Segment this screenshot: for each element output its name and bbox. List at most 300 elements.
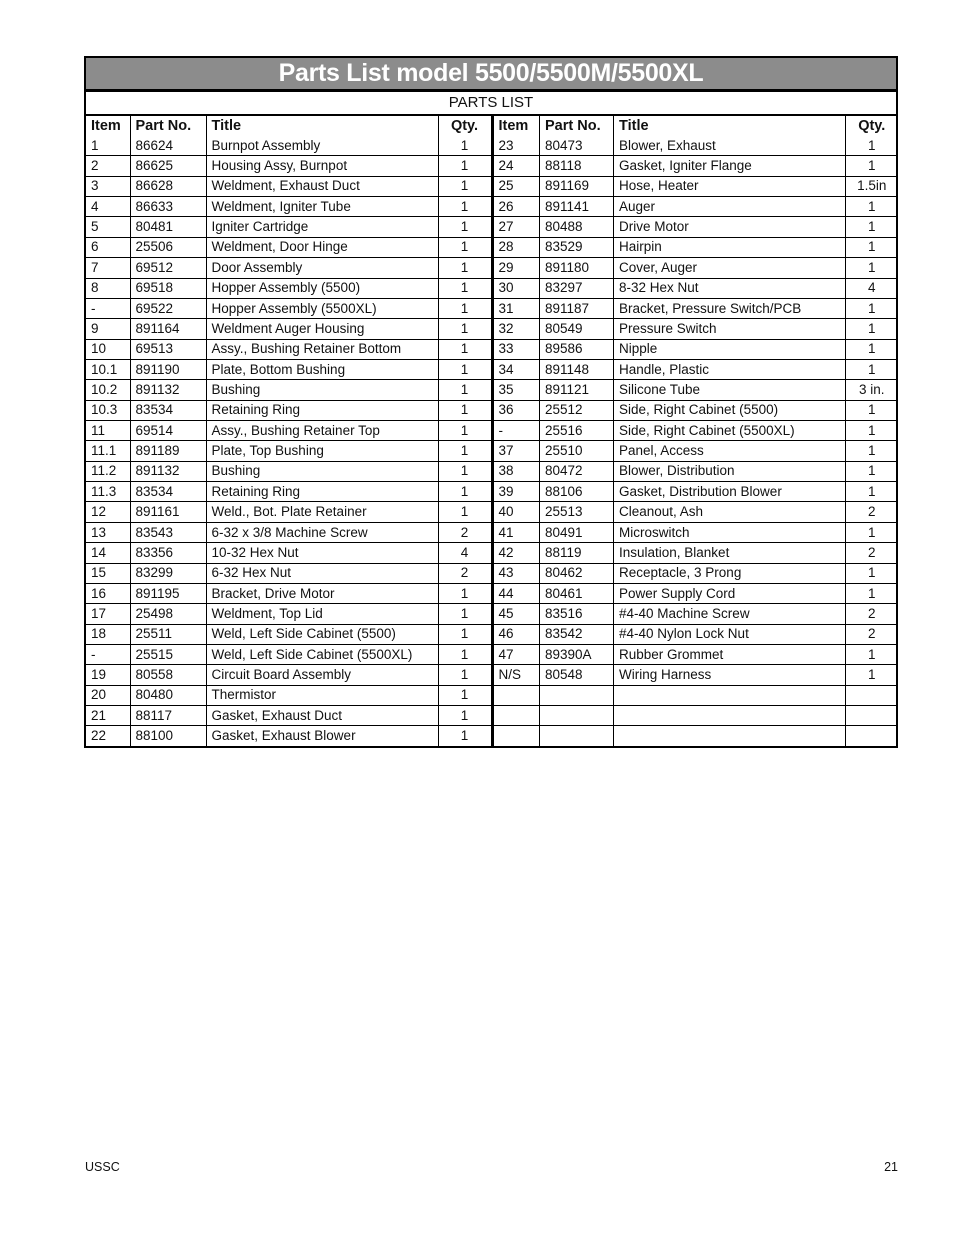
table-row	[86, 604, 492, 624]
cell-item: 35	[494, 380, 540, 400]
cell-title: Burnpot Assembly	[206, 136, 438, 156]
parts-tables	[86, 116, 896, 746]
table-row	[86, 665, 492, 685]
cell-title: Bushing	[206, 461, 438, 481]
cell-item: 20	[86, 685, 130, 705]
table-row	[86, 237, 492, 257]
cell-item: 6	[86, 237, 130, 257]
cell-item: 30	[494, 278, 540, 298]
table-row	[86, 685, 492, 705]
cell-qty: 1	[846, 563, 898, 583]
cell-part-no: 891190	[130, 359, 206, 379]
table-row	[494, 583, 898, 603]
cell-item: 13	[86, 522, 130, 542]
cell-qty: 1	[846, 217, 898, 237]
cell-title: #4-40 Nylon Lock Nut	[614, 624, 846, 644]
cell-part-no: 80548	[540, 665, 614, 685]
cell-part-no: 88117	[130, 706, 206, 726]
cell-title: Gasket, Igniter Flange	[614, 156, 846, 176]
column-header-item: Item	[494, 116, 540, 136]
cell-qty: 1	[438, 319, 492, 339]
cell-title: Assy., Bushing Retainer Top	[206, 421, 438, 441]
cell-item: 39	[494, 482, 540, 502]
cell-item: 5	[86, 217, 130, 237]
table-row	[494, 441, 898, 461]
cell-qty: 1	[846, 156, 898, 176]
table-row	[494, 624, 898, 644]
cell-item: 28	[494, 237, 540, 257]
cell-title: Hopper Assembly (5500XL)	[206, 298, 438, 318]
column-header-part-no: Part No.	[130, 116, 206, 136]
cell-item: 32	[494, 319, 540, 339]
cell-qty: 1	[438, 278, 492, 298]
cell-part-no: 69512	[130, 258, 206, 278]
column-header-part-no: Part No.	[540, 116, 614, 136]
table-row	[494, 258, 898, 278]
column-header-qty: Qty.	[846, 116, 898, 136]
table-row	[86, 706, 492, 726]
cell-title: Plate, Top Bushing	[206, 441, 438, 461]
table-row	[86, 197, 492, 217]
cell-item: 2	[86, 156, 130, 176]
table-row	[494, 706, 898, 726]
cell-part-no	[540, 726, 614, 746]
cell-qty: 1	[438, 685, 492, 705]
table-row	[86, 156, 492, 176]
cell-item: 10.1	[86, 359, 130, 379]
cell-part-no: 80491	[540, 522, 614, 542]
cell-qty: 1	[438, 359, 492, 379]
cell-title: 10-32 Hex Nut	[206, 543, 438, 563]
page-number: 21	[884, 1160, 898, 1174]
cell-part-no: 83542	[540, 624, 614, 644]
cell-qty: 1	[438, 502, 492, 522]
table-row	[86, 644, 492, 664]
table-row	[494, 543, 898, 563]
cell-part-no: 25513	[540, 502, 614, 522]
table-header-row	[494, 116, 898, 136]
table-row	[86, 461, 492, 481]
cell-title: Gasket, Distribution Blower	[614, 482, 846, 502]
cell-title: Bushing	[206, 380, 438, 400]
table-row	[494, 482, 898, 502]
cell-title: Side, Right Cabinet (5500XL)	[614, 421, 846, 441]
cell-part-no: 25512	[540, 400, 614, 420]
cell-part-no: 25515	[130, 644, 206, 664]
cell-title: 6-32 x 3/8 Machine Screw	[206, 522, 438, 542]
cell-item: 21	[86, 706, 130, 726]
cell-qty: 3 in.	[846, 380, 898, 400]
cell-title: Cover, Auger	[614, 258, 846, 278]
cell-title: #4-40 Machine Screw	[614, 604, 846, 624]
cell-qty: 1	[438, 461, 492, 481]
parts-table-right	[494, 116, 898, 746]
cell-qty: 2	[846, 604, 898, 624]
cell-item	[494, 706, 540, 726]
table-row	[494, 421, 898, 441]
cell-qty: 4	[846, 278, 898, 298]
cell-part-no: 83534	[130, 400, 206, 420]
cell-title: Weld, Left Side Cabinet (5500XL)	[206, 644, 438, 664]
cell-part-no: 69514	[130, 421, 206, 441]
table-row	[494, 339, 898, 359]
cell-part-no: 86625	[130, 156, 206, 176]
cell-item: 11.1	[86, 441, 130, 461]
table-row	[494, 380, 898, 400]
cell-part-no: 80461	[540, 583, 614, 603]
cell-qty: 1	[846, 421, 898, 441]
cell-title: Nipple	[614, 339, 846, 359]
cell-part-no: 89586	[540, 339, 614, 359]
cell-part-no: 88100	[130, 726, 206, 746]
cell-qty: 1	[438, 624, 492, 644]
cell-title: Pressure Switch	[614, 319, 846, 339]
cell-title: Weld, Left Side Cabinet (5500)	[206, 624, 438, 644]
cell-qty: 1	[846, 644, 898, 664]
cell-item: 3	[86, 176, 130, 196]
table-row	[86, 298, 492, 318]
cell-item: 29	[494, 258, 540, 278]
cell-title: Weld., Bot. Plate Retainer	[206, 502, 438, 522]
cell-item: 8	[86, 278, 130, 298]
cell-item: 11	[86, 421, 130, 441]
table-row	[494, 197, 898, 217]
table-row	[86, 339, 492, 359]
table-row	[494, 644, 898, 664]
cell-qty: 1	[846, 319, 898, 339]
cell-part-no: 25511	[130, 624, 206, 644]
cell-part-no: 891180	[540, 258, 614, 278]
cell-qty: 1	[438, 217, 492, 237]
cell-qty: 2	[846, 502, 898, 522]
table-row	[86, 319, 492, 339]
cell-part-no: 83516	[540, 604, 614, 624]
cell-part-no: 83299	[130, 563, 206, 583]
cell-qty: 1	[438, 441, 492, 461]
cell-title: Gasket, Exhaust Blower	[206, 726, 438, 746]
cell-part-no: 80549	[540, 319, 614, 339]
cell-qty: 1	[438, 176, 492, 196]
cell-part-no: 891189	[130, 441, 206, 461]
table-row	[494, 359, 898, 379]
table-row	[86, 217, 492, 237]
cell-qty: 1	[846, 258, 898, 278]
table-row	[86, 482, 492, 502]
cell-title: Hose, Heater	[614, 176, 846, 196]
cell-item: -	[86, 644, 130, 664]
cell-title: Power Supply Cord	[614, 583, 846, 603]
cell-part-no: 83534	[130, 482, 206, 502]
cell-qty: 1	[438, 136, 492, 156]
cell-qty: 1	[438, 380, 492, 400]
cell-part-no: 80480	[130, 685, 206, 705]
cell-item: 26	[494, 197, 540, 217]
table-row	[86, 522, 492, 542]
footer-brand: USSC	[85, 1160, 120, 1174]
cell-title: Microswitch	[614, 522, 846, 542]
cell-item: 11.2	[86, 461, 130, 481]
table-row	[86, 502, 492, 522]
cell-item: 10	[86, 339, 130, 359]
column-header-title: Title	[614, 116, 846, 136]
cell-qty: 1	[846, 197, 898, 217]
cell-item: 10.2	[86, 380, 130, 400]
cell-item	[494, 726, 540, 746]
cell-item: 25	[494, 176, 540, 196]
cell-item: 37	[494, 441, 540, 461]
cell-qty	[846, 685, 898, 705]
cell-item: 31	[494, 298, 540, 318]
cell-qty: 1	[846, 339, 898, 359]
cell-part-no: 891121	[540, 380, 614, 400]
table-row	[494, 522, 898, 542]
cell-qty: 1	[846, 298, 898, 318]
cell-item: 15	[86, 563, 130, 583]
cell-qty: 1	[846, 665, 898, 685]
cell-item: 12	[86, 502, 130, 522]
cell-qty: 1	[438, 156, 492, 176]
cell-item: 40	[494, 502, 540, 522]
cell-qty: 1	[846, 482, 898, 502]
table-row	[86, 258, 492, 278]
cell-item: 17	[86, 604, 130, 624]
cell-qty: 1	[846, 583, 898, 603]
cell-part-no: 891141	[540, 197, 614, 217]
table-row	[86, 278, 492, 298]
cell-qty: 1	[846, 522, 898, 542]
cell-item: 36	[494, 400, 540, 420]
cell-part-no: 80558	[130, 665, 206, 685]
cell-part-no: 80473	[540, 136, 614, 156]
cell-qty: 1	[846, 441, 898, 461]
cell-qty: 1	[438, 726, 492, 746]
table-row	[86, 624, 492, 644]
cell-title: Hopper Assembly (5500)	[206, 278, 438, 298]
cell-item: 47	[494, 644, 540, 664]
cell-item: 27	[494, 217, 540, 237]
table-row	[494, 217, 898, 237]
table-row	[86, 421, 492, 441]
cell-qty: 1	[438, 665, 492, 685]
table-caption: PARTS LIST	[86, 92, 896, 116]
table-row	[494, 319, 898, 339]
table-row	[494, 563, 898, 583]
cell-item: 7	[86, 258, 130, 278]
table-row	[86, 359, 492, 379]
table-row	[494, 298, 898, 318]
cell-title: Weldment Auger Housing	[206, 319, 438, 339]
table-row	[86, 563, 492, 583]
cell-title: Panel, Access	[614, 441, 846, 461]
cell-qty: 1	[438, 339, 492, 359]
cell-item: 45	[494, 604, 540, 624]
cell-item: 43	[494, 563, 540, 583]
table-row	[494, 400, 898, 420]
cell-part-no: 80481	[130, 217, 206, 237]
cell-part-no: 891195	[130, 583, 206, 603]
cell-part-no: 25516	[540, 421, 614, 441]
cell-item: 18	[86, 624, 130, 644]
cell-item: 10.3	[86, 400, 130, 420]
cell-qty: 1	[438, 644, 492, 664]
table-row	[494, 665, 898, 685]
cell-title: Housing Assy, Burnpot	[206, 156, 438, 176]
table-row	[86, 176, 492, 196]
cell-title: Door Assembly	[206, 258, 438, 278]
cell-part-no: 88106	[540, 482, 614, 502]
cell-title: Circuit Board Assembly	[206, 665, 438, 685]
cell-item: 16	[86, 583, 130, 603]
cell-item: 44	[494, 583, 540, 603]
cell-title	[614, 685, 846, 705]
table-row	[494, 502, 898, 522]
cell-part-no: 80462	[540, 563, 614, 583]
cell-part-no: 83529	[540, 237, 614, 257]
cell-part-no: 891148	[540, 359, 614, 379]
cell-part-no: 86628	[130, 176, 206, 196]
cell-title: Weldment, Igniter Tube	[206, 197, 438, 217]
cell-qty: 1	[438, 237, 492, 257]
cell-item: 1	[86, 136, 130, 156]
cell-title: Handle, Plastic	[614, 359, 846, 379]
cell-item: 14	[86, 543, 130, 563]
cell-item: 41	[494, 522, 540, 542]
cell-qty: 2	[438, 522, 492, 542]
cell-title: Plate, Bottom Bushing	[206, 359, 438, 379]
cell-item: 9	[86, 319, 130, 339]
cell-part-no: 891132	[130, 461, 206, 481]
cell-item: -	[494, 421, 540, 441]
column-header-qty: Qty.	[438, 116, 492, 136]
table-header-row	[86, 116, 492, 136]
cell-part-no: 891187	[540, 298, 614, 318]
cell-qty: 1	[438, 482, 492, 502]
cell-title	[614, 706, 846, 726]
cell-qty: 1	[846, 400, 898, 420]
cell-title: Hairpin	[614, 237, 846, 257]
cell-title: Assy., Bushing Retainer Bottom	[206, 339, 438, 359]
cell-item: 34	[494, 359, 540, 379]
cell-item: 46	[494, 624, 540, 644]
cell-title: Wiring Harness	[614, 665, 846, 685]
cell-qty: 1	[438, 197, 492, 217]
cell-part-no: 69513	[130, 339, 206, 359]
cell-part-no: 83543	[130, 522, 206, 542]
cell-qty: 1	[438, 604, 492, 624]
cell-qty: 1	[438, 400, 492, 420]
table-row	[494, 156, 898, 176]
cell-item: 23	[494, 136, 540, 156]
cell-qty: 1	[846, 359, 898, 379]
cell-title: Silicone Tube	[614, 380, 846, 400]
cell-qty	[846, 706, 898, 726]
cell-title: Gasket, Exhaust Duct	[206, 706, 438, 726]
cell-qty: 1	[438, 258, 492, 278]
cell-qty: 1	[846, 461, 898, 481]
cell-item: 4	[86, 197, 130, 217]
table-row	[494, 278, 898, 298]
cell-title: Bracket, Drive Motor	[206, 583, 438, 603]
cell-qty: 1	[438, 298, 492, 318]
cell-item: 42	[494, 543, 540, 563]
table-row	[86, 441, 492, 461]
cell-title: Retaining Ring	[206, 400, 438, 420]
cell-title	[614, 726, 846, 746]
table-row	[86, 543, 492, 563]
cell-qty: 1	[846, 136, 898, 156]
cell-title: Auger	[614, 197, 846, 217]
cell-title: Side, Right Cabinet (5500)	[614, 400, 846, 420]
cell-part-no: 80488	[540, 217, 614, 237]
cell-part-no: 88118	[540, 156, 614, 176]
cell-title: Bracket, Pressure Switch/PCB	[614, 298, 846, 318]
cell-qty: 1	[438, 583, 492, 603]
page-title: Parts List model 5500/5500M/5500XL	[86, 58, 896, 92]
cell-part-no: 83297	[540, 278, 614, 298]
table-row	[494, 237, 898, 257]
cell-qty	[846, 726, 898, 746]
parts-table-left	[86, 116, 494, 746]
cell-title: Retaining Ring	[206, 482, 438, 502]
table-row	[86, 136, 492, 156]
cell-part-no: 86633	[130, 197, 206, 217]
cell-qty: 1.5in	[846, 176, 898, 196]
table-row	[86, 400, 492, 420]
cell-part-no: 86624	[130, 136, 206, 156]
cell-title: Receptacle, 3 Prong	[614, 563, 846, 583]
cell-part-no: 891161	[130, 502, 206, 522]
cell-part-no: 80472	[540, 461, 614, 481]
table-row	[86, 380, 492, 400]
cell-qty: 1	[438, 706, 492, 726]
cell-title: Drive Motor	[614, 217, 846, 237]
table-row	[494, 136, 898, 156]
cell-title: Blower, Distribution	[614, 461, 846, 481]
cell-part-no: 69518	[130, 278, 206, 298]
cell-qty: 1	[846, 237, 898, 257]
table-row	[494, 685, 898, 705]
cell-qty: 1	[438, 421, 492, 441]
cell-part-no: 69522	[130, 298, 206, 318]
cell-title: Igniter Cartridge	[206, 217, 438, 237]
cell-item: N/S	[494, 665, 540, 685]
cell-title: Weldment, Top Lid	[206, 604, 438, 624]
cell-part-no: 25510	[540, 441, 614, 461]
cell-part-no: 89390A	[540, 644, 614, 664]
table-row	[494, 176, 898, 196]
cell-title: Rubber Grommet	[614, 644, 846, 664]
column-header-title: Title	[206, 116, 438, 136]
cell-title: 8-32 Hex Nut	[614, 278, 846, 298]
cell-item: 19	[86, 665, 130, 685]
cell-item: 38	[494, 461, 540, 481]
cell-part-no: 891132	[130, 380, 206, 400]
table-row	[86, 583, 492, 603]
table-row	[86, 726, 492, 746]
cell-item: 11.3	[86, 482, 130, 502]
cell-title: Weldment, Exhaust Duct	[206, 176, 438, 196]
table-row	[494, 604, 898, 624]
cell-part-no: 25506	[130, 237, 206, 257]
cell-qty: 2	[846, 543, 898, 563]
cell-item: 33	[494, 339, 540, 359]
cell-part-no: 83356	[130, 543, 206, 563]
cell-part-no: 891164	[130, 319, 206, 339]
cell-part-no: 88119	[540, 543, 614, 563]
cell-part-no	[540, 706, 614, 726]
cell-part-no: 891169	[540, 176, 614, 196]
cell-item	[494, 685, 540, 705]
